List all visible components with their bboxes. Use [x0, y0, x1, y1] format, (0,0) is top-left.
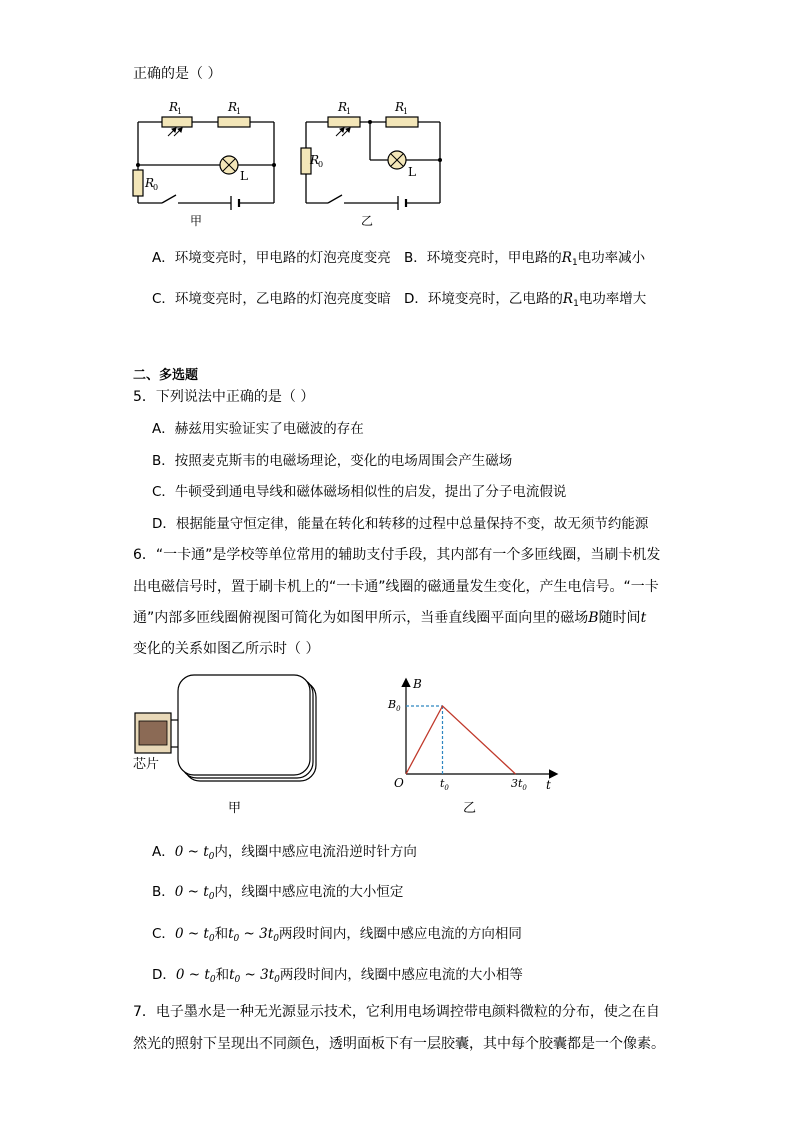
q6-option-b[interactable]: [152, 882, 403, 907]
r1-symbol: R: [561, 250, 572, 266]
interval-0-t0: 0 ~ t: [174, 926, 209, 942]
label-r0-sub: 0: [153, 183, 159, 192]
conj-and: 和: [215, 967, 230, 983]
q5-stem: 5．下列说法中正确的是（ ）: [133, 389, 315, 405]
x-axis-label: t: [546, 778, 551, 792]
label-r1-sub: 1: [177, 107, 183, 116]
b-t-graph: [380, 672, 570, 800]
interval-0-t0: 0 ~ t: [174, 844, 209, 860]
q4-option-b-tail: 电功率减小: [577, 250, 646, 266]
fig-caption-yi: 乙: [361, 214, 374, 228]
q6-option-a-letter: A．: [152, 844, 175, 860]
interval-to-3t0: ~ 3t: [239, 926, 274, 942]
sub-0: 0: [208, 934, 215, 944]
q4-option-d-tail: 电功率增大: [578, 291, 647, 307]
q6-option-d-letter: D．: [152, 967, 176, 983]
conj-and: 和: [214, 926, 229, 942]
var-t0: t: [229, 967, 235, 983]
q6-option-b-letter: B．: [152, 884, 175, 900]
label-lamp: L: [240, 169, 248, 183]
q6-stem-line3: [133, 608, 646, 628]
label-r1b-sub: 1: [403, 107, 409, 116]
fig-caption-yi: 乙: [463, 801, 477, 816]
q5-option-b[interactable]: B．按照麦克斯韦的电磁场理论，变化的电场周围会产生磁场: [152, 453, 513, 469]
label-lamp: L: [408, 165, 416, 179]
q4-option-c[interactable]: C．环境变亮时，乙电路的灯泡亮度变暗: [152, 291, 391, 307]
q7-stem-line1: 7．电子墨水是一种无光源显示技术，它利用电场调控带电颜料微粒的分布，使之在自: [133, 1004, 660, 1020]
var-t: t: [640, 610, 647, 626]
q5-option-c[interactable]: C．牛顿受到通电导线和磁体磁场相似性的启发，提出了分子电流假说: [152, 484, 567, 500]
origin-label: O: [394, 776, 404, 790]
x-tick-t0: $t_0$: [440, 777, 449, 792]
label-r1b: R: [395, 100, 405, 114]
resistor-r0: [133, 170, 143, 196]
q6-stem-line4: 变化的关系如图乙所示时（ ）: [133, 641, 320, 657]
label-r1-sub: 1: [346, 107, 352, 116]
label-r1b: R: [228, 100, 238, 114]
fig-caption-jia: 甲: [190, 214, 203, 228]
fig-caption-jia: 甲: [228, 801, 242, 816]
sub-0: 0: [209, 975, 216, 985]
q4-option-d-text: D．环境变亮时，乙电路的: [404, 291, 563, 307]
sub-0: 0: [274, 975, 280, 985]
resistor-r1: [218, 117, 250, 127]
q6-stem-line3-mid: 随时间: [598, 610, 641, 626]
label-r0: R: [145, 176, 155, 190]
q6-option-a[interactable]: [152, 842, 417, 867]
q4-option-b-text: B．环境变亮时，甲电路的: [404, 250, 562, 266]
q6-stem-line3-text: 通”内部多匝线圈俯视图可简化为如图甲所示，当垂直线圈平面向里的磁场: [133, 610, 589, 626]
photoresistor-r1: [162, 117, 192, 127]
photoresistor-r1: [328, 117, 360, 127]
q6-option-c[interactable]: [152, 924, 522, 949]
chip-label: 芯片: [133, 757, 160, 772]
q6-stem-line1: 6．“一卡通”是学校等单位常用的辅助支付手段，其内部有一个多匝线圈，当刷卡机发: [133, 547, 661, 563]
interval-0-t0: 0 ~ t: [174, 884, 209, 900]
q6-option-c-text: 两段时间内，线圈中感应电流的方向相同: [278, 926, 522, 942]
r1-symbol-sub: 1: [571, 258, 578, 268]
q6-option-a-text: 内，线圈中感应电流沿逆时针方向: [214, 844, 417, 860]
var-t0: t: [228, 926, 234, 942]
q6-option-d[interactable]: [152, 965, 523, 990]
q5-option-d[interactable]: D．根据能量守恒定律，能量在转化和转移的过程中总量保持不变，故无须节约能源: [152, 516, 649, 532]
label-r1b-sub: 1: [236, 107, 242, 116]
circuit-diagram-yi: [298, 96, 458, 216]
r1-symbol-sub: 1: [573, 299, 579, 309]
resistor-r1: [386, 117, 418, 127]
q6-option-b-text: 内，线圈中感应电流的大小恒定: [214, 884, 404, 900]
card-coil-figure: [130, 672, 330, 792]
sub-0: 0: [234, 975, 241, 985]
y-axis-label: B: [413, 677, 422, 691]
label-r1: R: [169, 100, 179, 114]
x-tick-3t0: $3t_0$: [511, 777, 527, 792]
interval-0-t0: 0 ~ t: [175, 967, 210, 983]
label-r1: R: [338, 100, 348, 114]
interval-to-3t0: ~ 3t: [240, 967, 275, 983]
q4-option-b[interactable]: [404, 248, 645, 273]
q5-option-a[interactable]: A．赫兹用实验证实了电磁波的存在: [152, 421, 364, 437]
q6-option-c-letter: C．: [152, 926, 175, 942]
q6-stem-line2: 出电磁信号时，置于刷卡机上的“一卡通”线圈的磁通量发生变化，产生电信号。“一卡: [133, 579, 659, 595]
var-b: B: [588, 610, 599, 626]
r1-symbol: R: [562, 291, 574, 307]
sub-0: 0: [208, 852, 215, 862]
circuit-diagram-jia: [128, 96, 288, 216]
sub-0: 0: [208, 892, 215, 902]
sub-0: 0: [233, 934, 240, 944]
label-r0: R: [310, 153, 320, 167]
label-r0-sub: 0: [318, 160, 324, 169]
series-line: [406, 706, 516, 774]
q4-option-a[interactable]: A．环境变亮时，甲电路的灯泡亮度变亮: [152, 250, 391, 266]
section-title-multi-choice: 二、多选题: [133, 368, 199, 383]
y-tick-b0: $B_0$: [388, 698, 401, 713]
q4-stem-tail: 正确的是（ ）: [133, 66, 222, 82]
q6-option-d-text: 两段时间内，线圈中感应电流的大小相等: [279, 967, 523, 983]
sub-0: 0: [273, 934, 279, 944]
q4-option-d[interactable]: [404, 289, 646, 314]
q7-stem-line2: 然光的照射下呈现出不同颜色，透明面板下有一层胶囊，其中每个胶囊都是一个像素。: [133, 1036, 665, 1052]
